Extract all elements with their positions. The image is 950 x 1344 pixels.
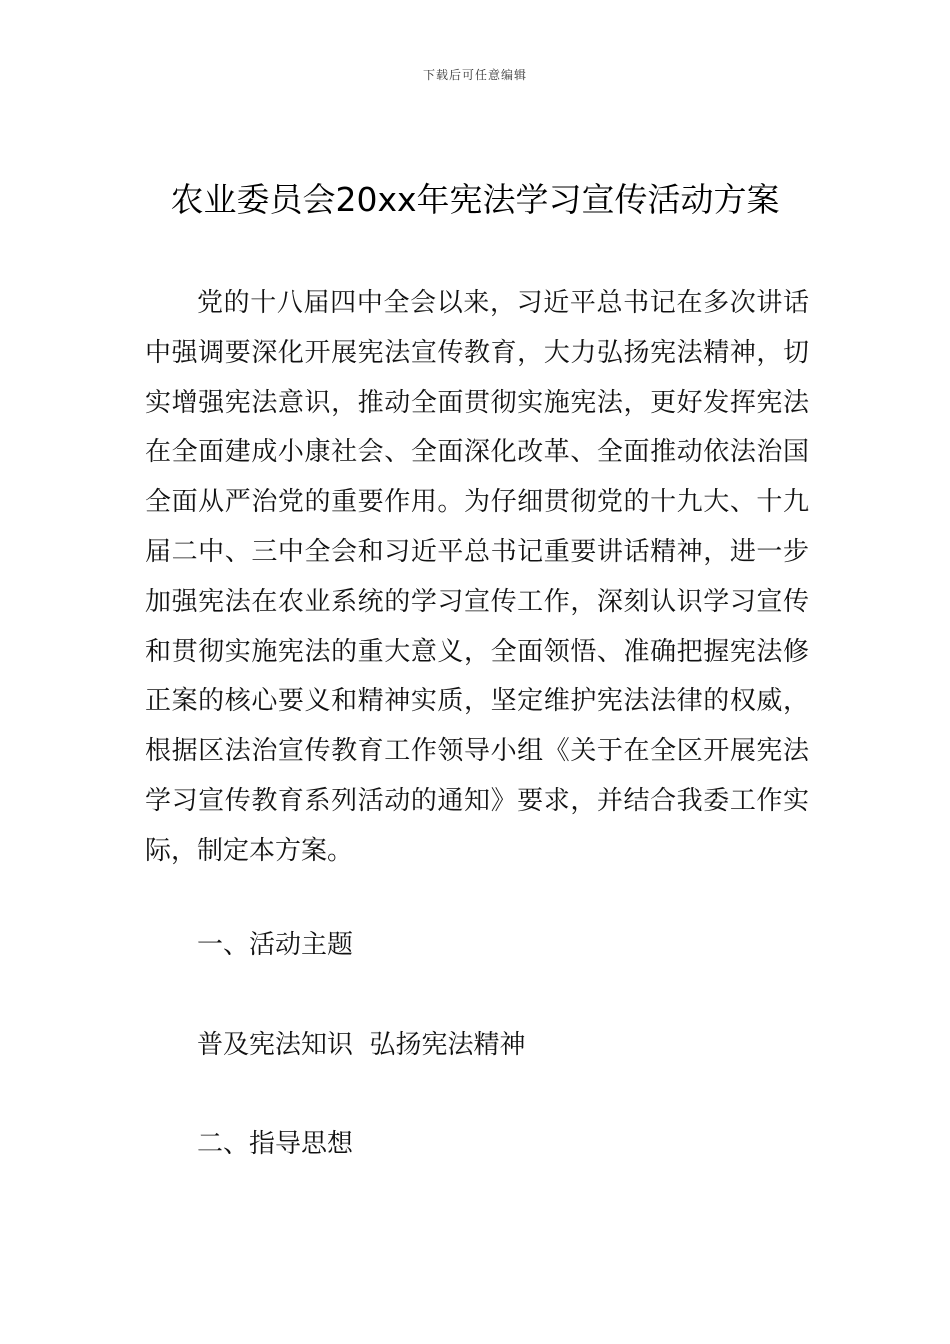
theme-text: 普及宪法知识 弘扬宪法精神 xyxy=(197,1030,526,1060)
section-heading-activity-theme: 一、活动主题 xyxy=(197,930,354,960)
intro-paragraph: 党的十八届四中全会以来，习近平总书记在多次讲话中强调要深化开展宪法宣传教育，大力弘扬宪法精神，切实增强宪法意识，推动全面贯彻实施宪法，更好发挥宪法在全面建成小康社会、全面深化改革、全面推动依法治国全面从严治党的重要作用。为仔细贯彻党的十九大、十九届二中、三中全会和习近平总书记重要讲话精神，进一步加强宪法在农业系统的学习宣传工作，深刻认识学习宣传和贯彻实施宪法的重大意义，全面领悟、准确把握宪法修正案的核心要义和精神实质，坚定维护宪法法律的权威，根据区法治宣传教育工作领导小组《关于在全区开展宪法学习宣传教育系列活动的通知》要求，并结合我委工作实际，制定本方案。 xyxy=(145,288,809,866)
section-heading-guiding-ideology: 二、指导思想 xyxy=(197,1129,354,1159)
header-note: 下载后可任意编辑 xyxy=(422,68,527,82)
document-title: 农业委员会20xx年宪法学习宣传活动方案 xyxy=(170,180,780,219)
